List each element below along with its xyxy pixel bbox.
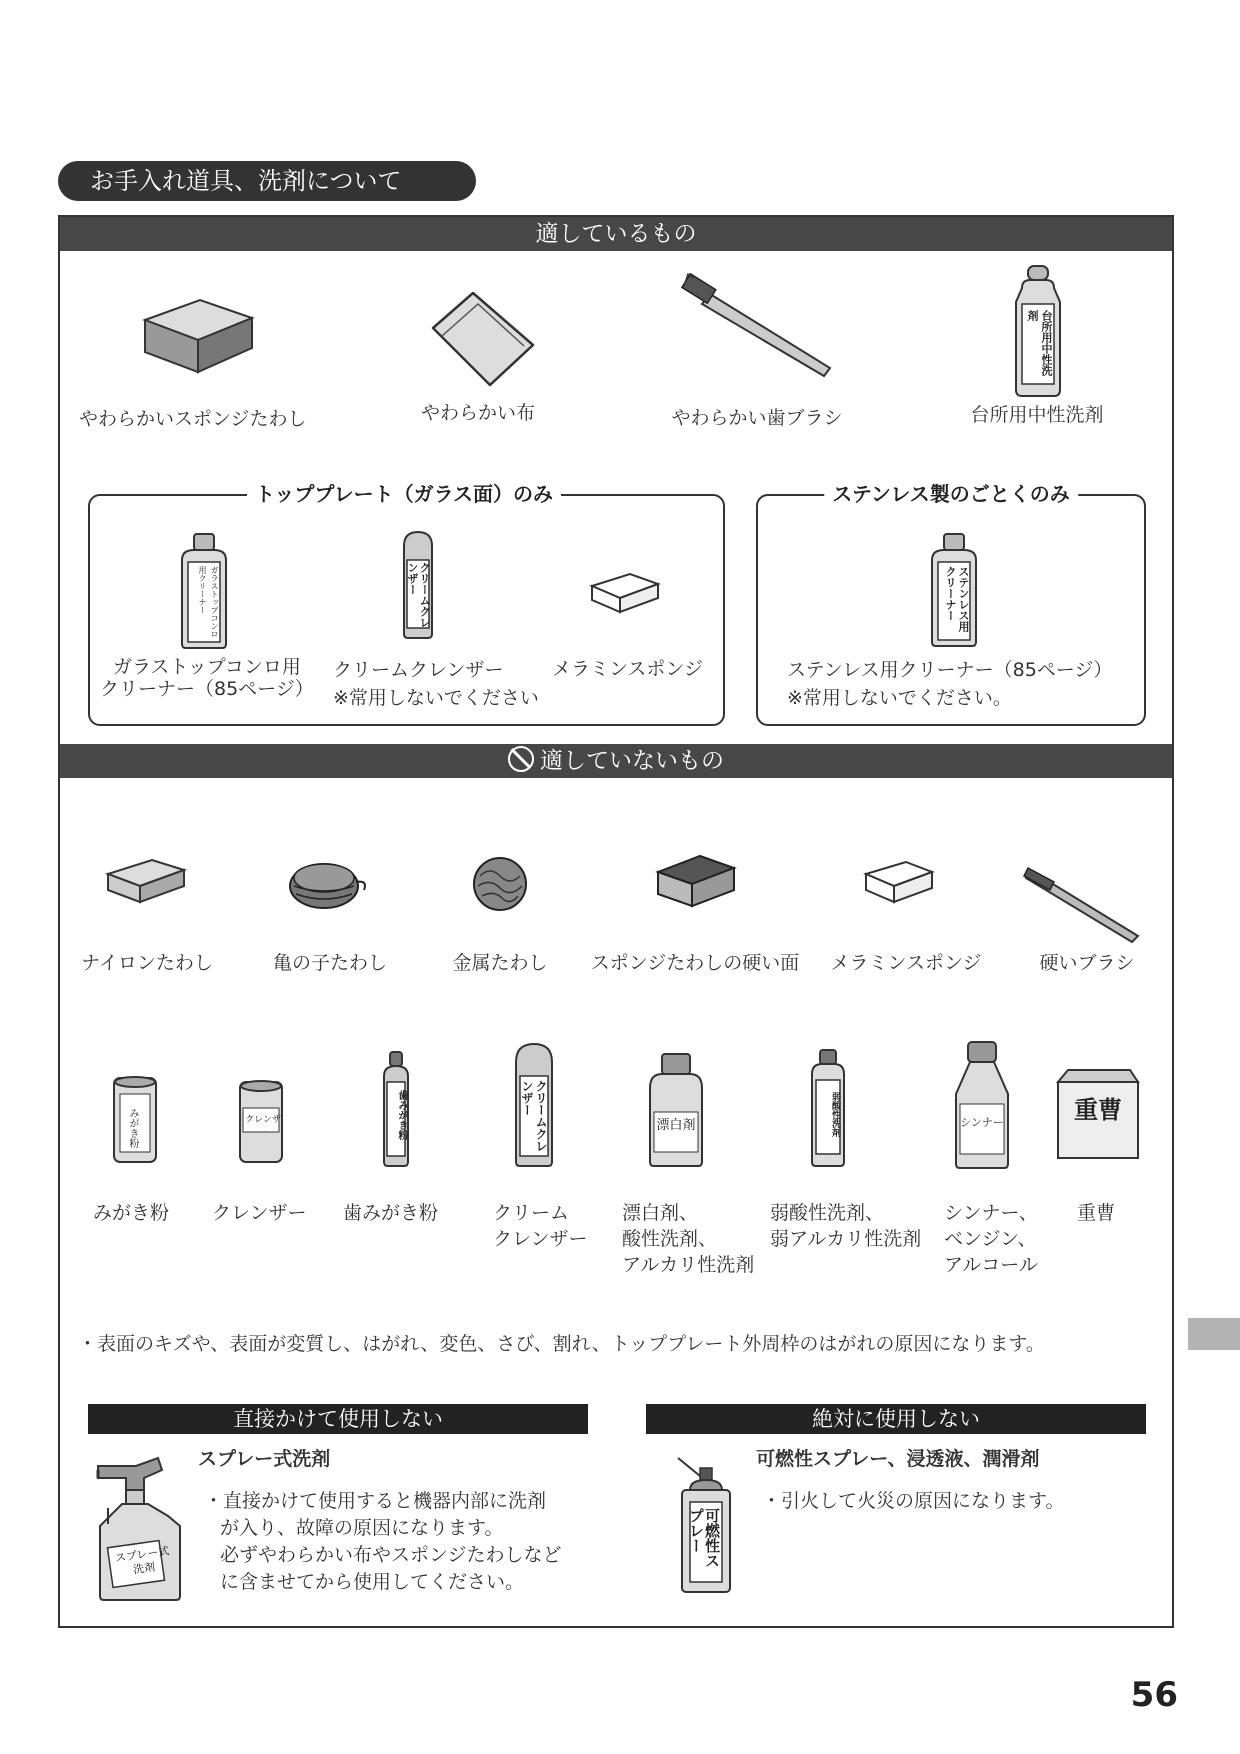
label-bleach-line2: 酸性洗剤、 <box>622 1228 718 1250</box>
flammable-description: ・引火して火災の原因になります。 <box>762 1490 1065 1512</box>
glass-cleaner-bottle-text: ガラストップコンロ用クリーナー <box>198 566 219 638</box>
spray-detergent-description <box>204 1488 562 1596</box>
hard-brush-icon <box>1024 864 1140 944</box>
bleach-text: 漂白剤 <box>656 1118 696 1133</box>
cream-cleanser-text-2: クリームクレンザー <box>520 1080 548 1152</box>
label-melamine-sponge: メラミンスポンジ <box>552 658 703 680</box>
cleanser-can-text: クレンザー <box>245 1115 281 1138</box>
label-hard-brush: 硬いブラシ <box>1039 952 1135 974</box>
label-mild-detergent-line2: 弱アルカリ性洗剤 <box>770 1228 922 1250</box>
mild-detergent-text: 弱酸性洗剤 <box>830 1092 840 1137</box>
label-cream-cleanser-note: ※常用しないでください <box>333 687 539 709</box>
toothbrush-icon <box>680 272 840 382</box>
label-soft-toothbrush: やわらかい歯ブラシ <box>671 407 843 429</box>
bleach-bottle-icon <box>642 1052 710 1168</box>
label-toothpaste-line1: 歯みがき粉 <box>343 1202 439 1224</box>
label-baking-soda <box>1077 1200 1115 1226</box>
baking-soda-text: 重曹 <box>1074 1096 1122 1124</box>
spray-bottle-text-line1: スプレー式 <box>114 1544 171 1565</box>
label-metal-scrubber: 金属たわし <box>452 952 548 974</box>
spray-bottle-text-line2: 洗剤 <box>132 1560 156 1577</box>
sponge-hard-side-icon <box>656 852 736 912</box>
flammable-spray-text: 可燃性スプレー <box>687 1508 721 1568</box>
label-cleanser-line1: クレンザー <box>212 1202 307 1224</box>
label-bleach <box>622 1200 754 1278</box>
thinner-text: シンナー <box>960 1116 1004 1129</box>
label-stainless-cleaner <box>787 656 1112 712</box>
section-title: お手入れ道具、洗剤について <box>58 161 476 201</box>
label-polishing-powder-line1: みがき粉 <box>93 1202 170 1224</box>
polishing-powder-text: みがき粉 <box>127 1108 138 1148</box>
unsuitable-header-text: 適していないもの <box>540 748 724 774</box>
label-soft-sponge: やわらかいスポンジたわし <box>79 408 307 430</box>
label-cream-cleanser <box>333 656 539 712</box>
label-mild-detergent-line1: 弱酸性洗剤、 <box>770 1202 885 1224</box>
cloth-icon <box>428 290 538 390</box>
sponge-icon <box>140 290 260 380</box>
label-mild-detergent <box>770 1200 921 1252</box>
page-number: 56 <box>1130 1675 1178 1715</box>
stainless-bottle-text: ステンレス用クリーナー <box>944 566 970 632</box>
label-stainless-cleaner-note: ※常用しないでください。 <box>787 687 1012 709</box>
label-bleach-line1: 漂白剤、 <box>622 1202 699 1224</box>
flammable-spray-title: 可燃性スプレー、浸透液、潤滑剤 <box>756 1448 1040 1470</box>
label-cream-cleanser-line1: クリームクレンザー <box>333 659 504 681</box>
unsuitable-header <box>60 744 1172 778</box>
label-cream-cleanser-2-line1: クリーム <box>493 1202 570 1224</box>
thinner-bottle-icon <box>952 1040 1012 1170</box>
label-toothpaste <box>343 1200 438 1226</box>
nylon-scrubber-icon <box>106 856 186 908</box>
melamine-sponge-icon-2 <box>864 858 934 908</box>
label-thinner <box>944 1200 1038 1278</box>
toothpaste-text: 歯みがき粉 <box>396 1090 407 1140</box>
tawashi-brush-icon <box>288 856 368 916</box>
label-kitchen-detergent: 台所用中性洗剤 <box>970 404 1104 426</box>
label-thinner-line3: アルコール <box>944 1254 1038 1276</box>
label-tawashi: 亀の子たわし <box>272 952 388 974</box>
metal-scrubber-icon <box>470 856 530 912</box>
warning-left-header: 直接かけて使用しない <box>88 1404 588 1434</box>
prohibited-icon <box>508 746 534 772</box>
spray-desc-line2: が入り、故障の原因になります。 <box>220 1517 504 1539</box>
label-cleanser <box>212 1200 307 1226</box>
label-soft-cloth: やわらかい布 <box>420 402 536 424</box>
label-polishing-powder <box>93 1200 169 1226</box>
spray-desc-line3: 必ずやわらかい布やスポンジたわしなど <box>220 1544 562 1566</box>
label-melamine-sponge-2: メラミンスポンジ <box>830 952 982 974</box>
label-glass-cleaner-line1: ガラストップコンロ用 <box>112 656 301 678</box>
label-thinner-line1: シンナー、 <box>944 1202 1038 1224</box>
spray-desc-line4: に含ませてから使用してください。 <box>220 1571 525 1593</box>
spray-bottle-icon <box>96 1456 188 1604</box>
label-thinner-line2: ベンジン、 <box>944 1228 1037 1250</box>
label-baking-soda-line1: 重曹 <box>1077 1202 1116 1224</box>
label-glass-cleaner <box>100 656 314 700</box>
thumb-index-tab <box>1188 1318 1240 1350</box>
melamine-sponge-icon <box>590 572 660 614</box>
warning-right-header: 絶対に使用しない <box>646 1404 1146 1434</box>
cream-cleanser-bottle-text: クリームクレンザー <box>406 562 431 628</box>
damage-note: ・表面のキズや、表面が変質し、はがれ、変色、さび、割れ、トッププレート外周枠のはがれの原因になります。 <box>78 1333 1045 1355</box>
label-cream-cleanser-2-line2: クレンザー <box>493 1228 588 1250</box>
label-sponge-hard-side: スポンジたわしの硬い面 <box>590 952 800 974</box>
spray-desc-line1: ・直接かけて使用すると機器内部に洗剤 <box>204 1490 547 1512</box>
label-bleach-line3: アルカリ性洗剤 <box>622 1254 755 1276</box>
suitable-header: 適しているもの <box>60 217 1172 251</box>
kitchen-bottle-text: 台所用中性洗剤 <box>1026 310 1053 376</box>
label-stainless-cleaner-line1: ステンレス用クリーナー（85ページ） <box>787 659 1113 681</box>
label-nylon-scrubber: ナイロンたわし <box>81 952 213 974</box>
glass-top-title: トッププレート（ガラス面）のみ <box>247 481 561 507</box>
label-glass-cleaner-line2: クリーナー（85ページ） <box>100 678 314 700</box>
spray-detergent-title: スプレー式洗剤 <box>198 1448 331 1470</box>
label-cream-cleanser-2 <box>493 1200 588 1252</box>
stainless-title: ステンレス製のごとくのみ <box>824 481 1078 507</box>
